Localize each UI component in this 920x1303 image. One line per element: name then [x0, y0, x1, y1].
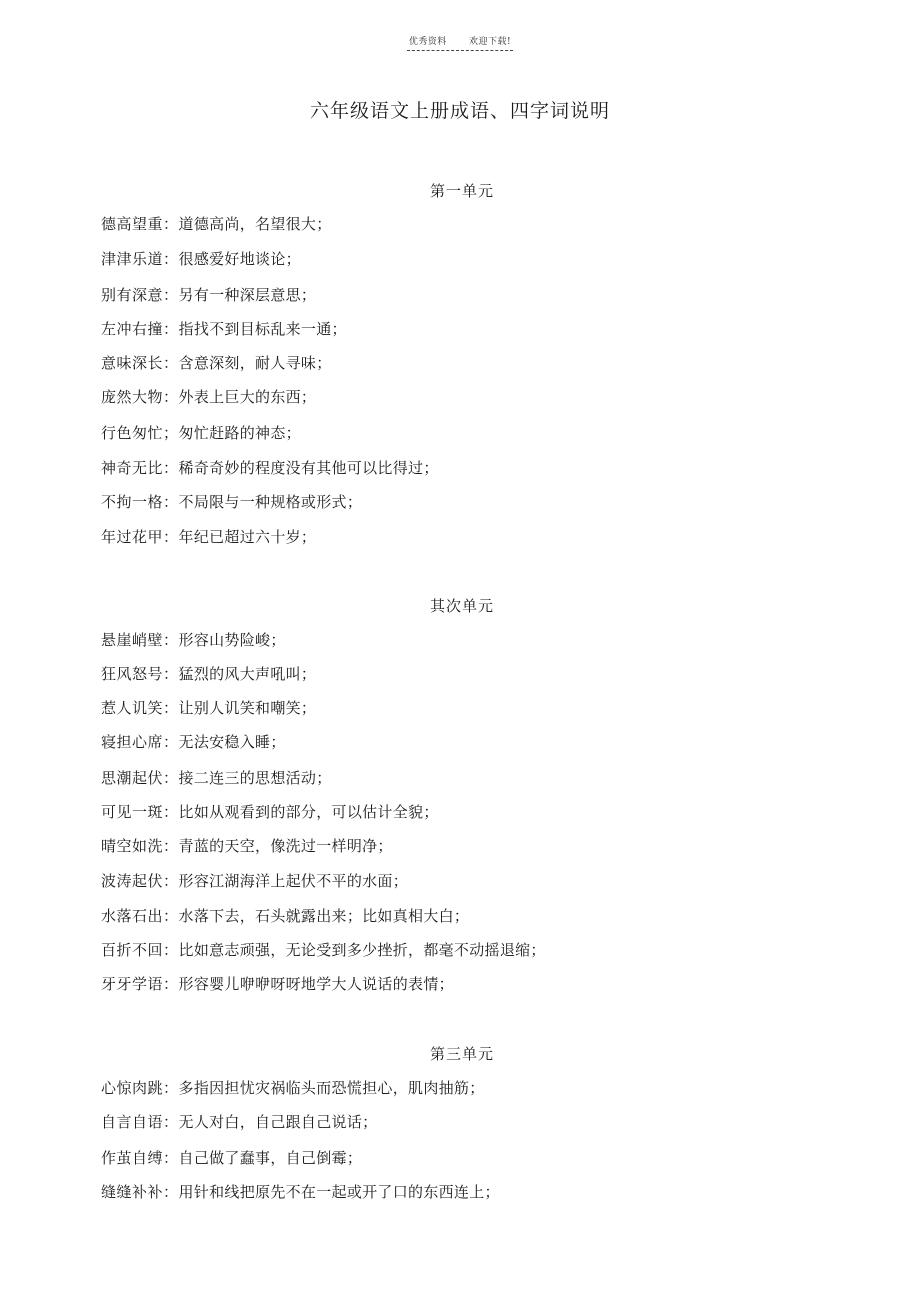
entry-term: 水落石出： — [101, 907, 179, 925]
entry-definition: 让别人讥笑和嘲笑； — [178, 699, 317, 717]
page-header — [0, 34, 920, 51]
entry-item — [101, 213, 332, 234]
entry-term: 思潮起伏： — [101, 769, 179, 787]
entry-term: 波涛起伏： — [101, 872, 179, 890]
entry-item — [101, 973, 454, 994]
entry-item — [101, 318, 347, 339]
entry-definition: 匆忙赶路的神态； — [178, 424, 301, 442]
section-heading: 其次单元 — [430, 597, 495, 615]
entry-definition: 年纪已超过六十岁； — [178, 528, 317, 546]
entry-term: 意味深长： — [101, 354, 179, 372]
entry-definition: 形容山势险峻； — [178, 631, 286, 649]
entry-term: 寝担心席： — [101, 733, 179, 751]
entry-definition: 不局限与一种规格或形式； — [178, 493, 363, 511]
entry-definition: 猛烈的风大声吼叫； — [178, 665, 317, 683]
entry-item — [101, 422, 301, 443]
entry-definition: 自己做了蠢事，自己倒霉； — [178, 1149, 363, 1167]
entry-definition: 形容婴儿咿咿呀呀地学大人说话的表情； — [178, 975, 454, 993]
entry-item — [101, 1111, 377, 1132]
entry-term: 可见一斑： — [101, 803, 179, 821]
entry-definition: 比如意志顽强，无论受到多少挫折，都毫不动摇退缩； — [178, 941, 546, 959]
entry-item — [101, 801, 439, 822]
entry-term: 自言自语： — [101, 1113, 179, 1131]
entry-item — [101, 248, 301, 269]
entry-item — [101, 1077, 485, 1098]
entry-term: 左冲右撞： — [101, 320, 179, 338]
entry-definition: 另有一种深层意思； — [178, 286, 317, 304]
entry-definition: 指找不到目标乱来一通； — [178, 320, 347, 338]
entry-item — [101, 835, 393, 856]
document-title: 六年级语文上册成语、四字词说明 — [309, 100, 610, 122]
entry-item — [101, 697, 316, 718]
entry-definition: 外表上巨大的东西； — [178, 388, 317, 406]
entry-item — [101, 663, 316, 684]
section-heading: 第三单元 — [430, 1045, 495, 1063]
entry-definition: 含意深刻，耐人寻味； — [178, 354, 332, 372]
entry-item — [101, 352, 332, 373]
header-right-text: 欢迎下载! — [468, 37, 512, 47]
entry-term: 百折不回： — [101, 941, 179, 959]
entry-term: 心惊肉跳： — [101, 1079, 179, 1097]
entry-definition: 青蓝的天空，像洗过一样明净； — [178, 837, 393, 855]
entry-term: 晴空如洗： — [101, 837, 179, 855]
entry-definition: 用针和线把原先不在一起或开了口的东西连上； — [178, 1183, 500, 1201]
header-left-text: 优秀资料 — [408, 37, 447, 47]
entry-item — [101, 526, 316, 547]
entry-definition: 无人对白，自己跟自己说话； — [178, 1113, 378, 1131]
entry-term: 神奇无比： — [101, 459, 179, 477]
entry-definition: 道德高尚，名望很大； — [178, 215, 332, 233]
entry-item — [101, 1147, 362, 1168]
entry-item — [101, 731, 286, 752]
entry-definition: 水落下去，石头就露出来；比如真相大白； — [178, 907, 470, 925]
entry-term: 缝缝补补： — [101, 1183, 179, 1201]
entry-definition: 多指因担忧灾祸临头而恐慌担心，肌肉抽筋； — [178, 1079, 485, 1097]
entry-item — [101, 386, 316, 407]
entry-definition: 形容江湖海洋上起伏不平的水面； — [178, 872, 409, 890]
entry-definition: 稀奇奇妙的程度没有其他可以比得过； — [178, 459, 439, 477]
entry-term: 别有深意： — [101, 286, 179, 304]
section-heading: 第一单元 — [430, 182, 495, 200]
entry-item — [101, 870, 408, 891]
entry-item — [101, 629, 286, 650]
entry-item — [101, 939, 546, 960]
entry-term: 庞然大物： — [101, 388, 179, 406]
entry-item — [101, 457, 439, 478]
header-banner — [407, 34, 513, 51]
entry-item — [101, 905, 469, 926]
entry-term: 牙牙学语： — [101, 975, 179, 993]
entry-term: 作茧自缚： — [101, 1149, 179, 1167]
entry-term: 惹人讥笑： — [101, 699, 179, 717]
entry-item — [101, 1181, 500, 1202]
entry-term: 悬崖峭壁： — [101, 631, 179, 649]
entry-term: 津津乐道： — [101, 250, 179, 268]
entry-definition: 无法安稳入睡； — [178, 733, 286, 751]
entry-term: 年过花甲： — [101, 528, 179, 546]
entry-item — [101, 491, 362, 512]
entry-item — [101, 284, 316, 305]
entry-definition: 很感爱好地谈论； — [178, 250, 301, 268]
entry-term: 行色匆忙； — [101, 424, 179, 442]
entry-term: 不拘一格： — [101, 493, 179, 511]
entry-item — [101, 767, 332, 788]
entry-term: 狂风怒号： — [101, 665, 179, 683]
entry-definition: 接二连三的思想活动； — [178, 769, 332, 787]
entry-definition: 比如从观看到的部分，可以估计全貌； — [178, 803, 439, 821]
entry-term: 德高望重： — [101, 215, 179, 233]
